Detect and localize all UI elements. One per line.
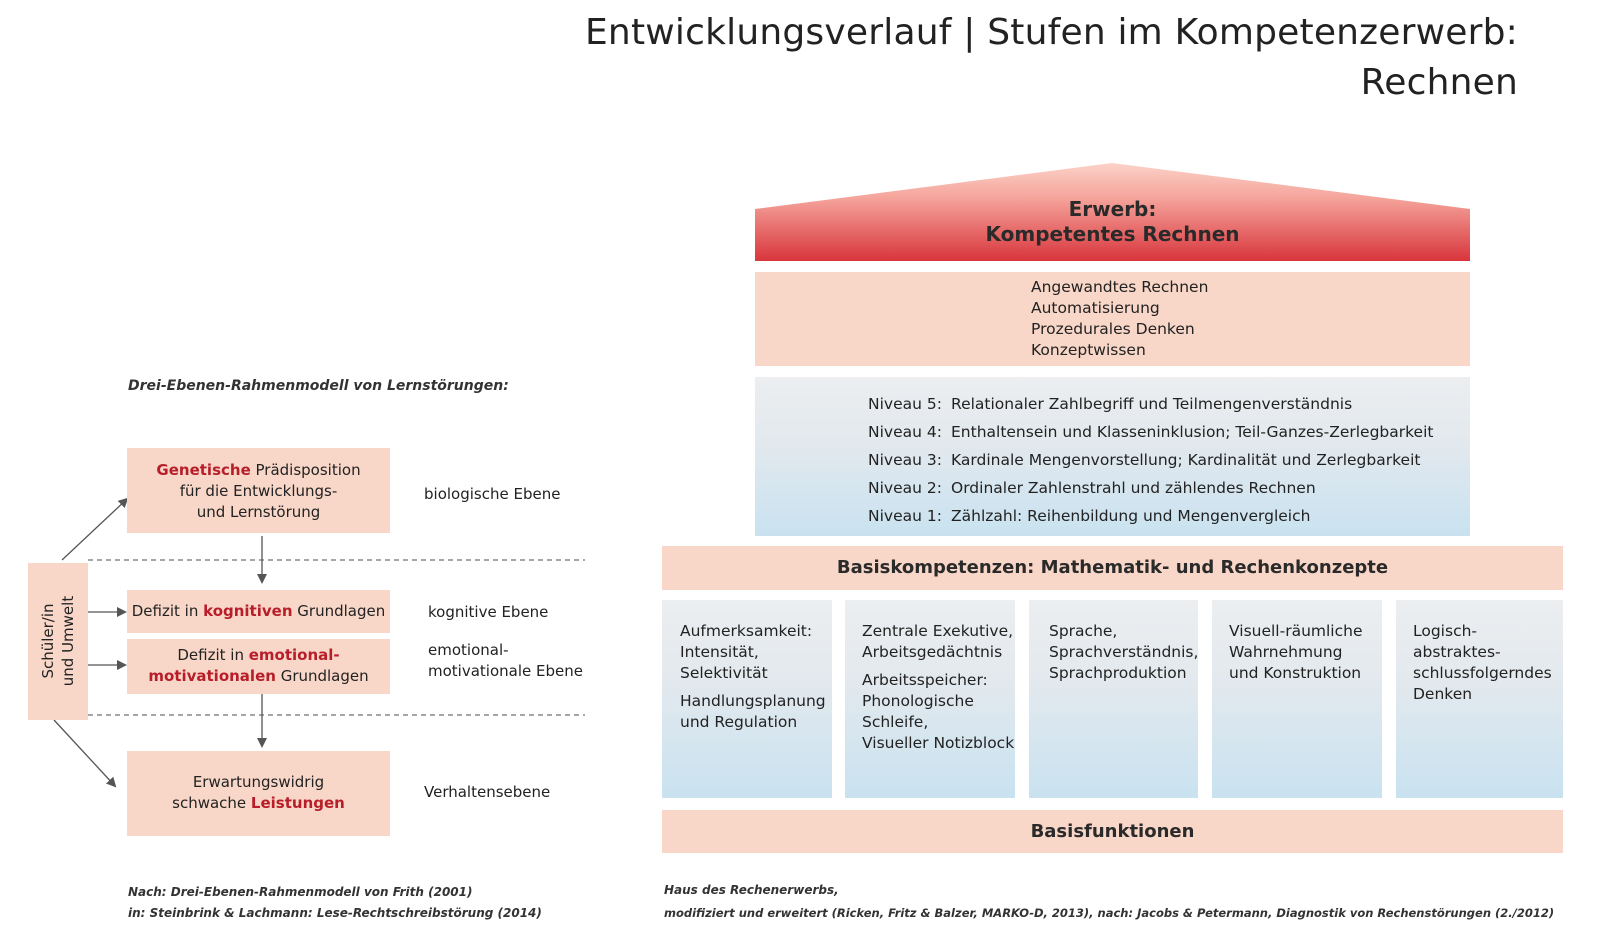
column-language [1029, 600, 1198, 798]
house-caption-line1: Haus des Rechenerwerbs, [664, 883, 839, 897]
cognitive-red: kognitiven [203, 602, 293, 620]
genetic-red: Genetische [156, 461, 251, 479]
applied-item: Konzeptwissen [1031, 341, 1146, 359]
box-cognitive [127, 590, 390, 633]
genetic-line3: und Lernstörung [196, 503, 321, 521]
column-text: Zentrale Exekutive, [862, 622, 1014, 640]
column-text: Aufmerksamkeit: [680, 622, 813, 640]
column-text: schlussfolgerndes [1413, 664, 1552, 682]
arrow-to-genetic [62, 499, 127, 560]
column-text: und Konstruktion [1229, 664, 1362, 682]
column-text: Sprachproduktion [1049, 664, 1187, 682]
emotional-red1: emotional- [248, 646, 340, 664]
basis-functions-band: Basisfunktionen [662, 810, 1563, 853]
column-logical [1396, 600, 1563, 798]
house-caption-line2: modifiziert und erweitert (Ricken, Fritz & Balzer, MARKO-D, 2013), nach: Jacobs & Petermann, Diagnostik von Rechenstörungen (2./2012) [664, 906, 1555, 920]
level-row [868, 502, 1433, 530]
column-text: Handlungsplanung [680, 692, 826, 710]
column-text: Logisch- [1413, 622, 1478, 640]
level-row [868, 390, 1433, 418]
roof-line2: Kompetentes Rechnen [985, 222, 1240, 246]
level-row [868, 446, 1433, 474]
column-text: Denken [1413, 685, 1473, 703]
applied-item: Automatisierung [1031, 299, 1160, 317]
column-visual-spatial [1212, 600, 1382, 798]
level-row-label: Niveau 4: [868, 423, 942, 441]
column-text: Wahrnehmung [1229, 643, 1343, 661]
left-model-heading: Drei-Ebenen-Rahmenmodell von Lernstörungen: [128, 378, 509, 394]
side-label-line1: Schüler/in [39, 603, 57, 679]
level-row-label: Niveau 3: [868, 451, 942, 469]
level-row-text: Enthaltensein und Klasseninklusion; Teil-Ganzes-Zerlegbarkeit [951, 423, 1434, 441]
cognitive-post: Grundlagen [292, 602, 386, 620]
roof-line1: Erwerb: [1068, 197, 1157, 221]
column-text: Sprachverständnis, [1049, 643, 1199, 661]
emotional-post: Grundlagen [275, 667, 369, 685]
level-row-text: Ordinaler Zahlenstrahl und zählendes Rechnen [951, 479, 1316, 497]
level-row-text: Kardinale Mengenvorstellung; Kardinalität und Zerlegbarkeit [951, 451, 1421, 469]
level-biological: biologische Ebene [424, 485, 561, 503]
level-row-label: Niveau 1: [868, 507, 942, 525]
column-text: Schleife, [862, 713, 929, 731]
left-caption-line1: Nach: Drei-Ebenen-Rahmenmodell von Frith (2001) [128, 885, 473, 899]
column-text: Sprache, [1049, 622, 1118, 640]
level-row [868, 418, 1433, 446]
roof-label [755, 197, 1470, 247]
column-text: Intensität, [680, 643, 759, 661]
basis-competences-band: Basiskompetenzen: Mathematik- und Rechenkonzepte [662, 546, 1563, 590]
level-emotional-line1: emotional- [428, 641, 509, 659]
level-row-text: Zählzahl: Reihenbildung und Mengenvergleich [951, 507, 1311, 525]
column-text: Visuell-räumliche [1229, 622, 1363, 640]
page-title-line1: Entwicklungsverlauf | Stufen im Kompetenzerwerb: [584, 12, 1518, 53]
genetic-line2: für die Entwicklungs- [179, 482, 338, 500]
emotional-red2: motivationalen [148, 667, 276, 685]
box-performance [127, 751, 390, 836]
column-text: Arbeitsgedächtnis [862, 643, 1003, 661]
column-text: Visueller Notizblock [862, 734, 1015, 752]
arrow-to-performance [54, 720, 115, 786]
performance-pre: schwache [172, 794, 251, 812]
level-row-text: Relationaler Zahlbegriff und Teilmengenverständnis [951, 395, 1353, 413]
column-text: abstraktes- [1413, 643, 1501, 661]
side-label-box [28, 563, 88, 720]
level-row-label: Niveau 5: [868, 395, 942, 413]
column-text: und Regulation [680, 713, 798, 731]
level-cognitive: kognitive Ebene [428, 603, 549, 621]
applied-block [755, 272, 1470, 366]
cognitive-pre: Defizit in [131, 602, 204, 620]
performance-line1: Erwartungswidrig [192, 773, 325, 791]
emotional-pre: Defizit in [177, 646, 249, 664]
applied-item: Prozedurales Denken [1031, 320, 1195, 338]
side-label-line2: und Umwelt [59, 595, 77, 687]
box-emotional [127, 639, 390, 694]
column-text: Selektivität [680, 664, 768, 682]
level-row-label: Niveau 2: [868, 479, 942, 497]
levels-block [755, 377, 1470, 536]
page-title-line2: Rechnen [1360, 62, 1518, 103]
genetic-rest: Prädisposition [250, 461, 361, 479]
performance-red: Leistungen [250, 794, 345, 812]
box-genetic [127, 448, 390, 533]
column-executive [845, 600, 1015, 798]
level-row [868, 474, 1433, 502]
column-text: Phonologische [862, 692, 974, 710]
level-emotional-line2: motivationale Ebene [428, 662, 583, 680]
column-text: Arbeitsspeicher: [862, 671, 988, 689]
applied-item: Angewandtes Rechnen [1031, 278, 1209, 296]
left-caption-line2: in: Steinbrink & Lachmann: Lese-Rechtschreibstörung (2014) [128, 906, 542, 920]
level-behavior: Verhaltensebene [424, 783, 551, 801]
column-attention [662, 600, 832, 798]
